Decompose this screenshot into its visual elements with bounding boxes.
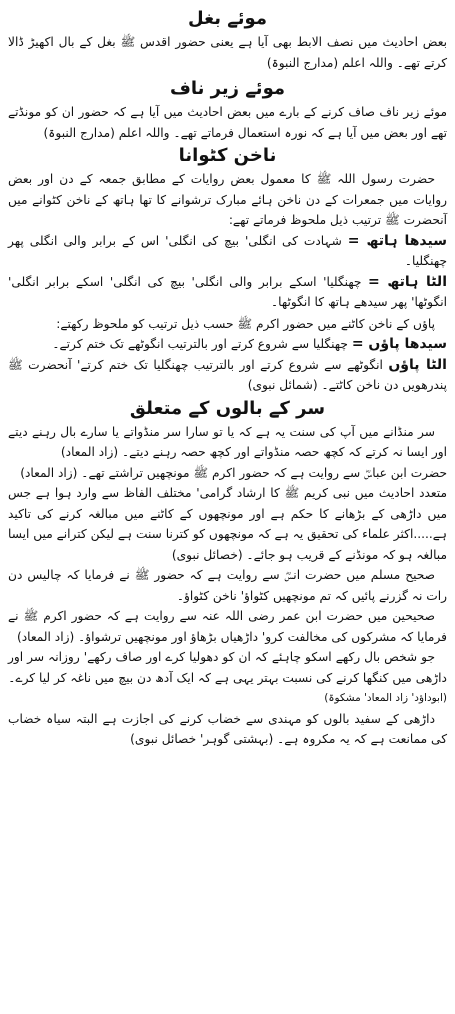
para-pubic-hair: موئے زیر ناف صاف کرنے کے بارے میں بعض احادیث میں آیا ہے کہ حضور ان کو مونڈتے تھے اور بعض میں آیا ہے کہ نورہ استعمال فرماتے تھے۔ واللہ اعلم (مدارج النبوۃ) [8, 105, 447, 140]
para-right-foot [8, 334, 447, 355]
label-left-foot: الٹا پاؤں [388, 356, 447, 373]
heading-armpit-hair: موئے بغل [188, 8, 267, 29]
para-armpit-hair: بعض احادیث میں نصف الابط بھی آیا ہے یعنی حضور اقدس ﷺ بغل کے بال اکھیڑ ڈالا کرتے تھے۔ واللہ اعلم (مدارج النبوۃ) [8, 35, 447, 70]
para-combing: جو شخص بال رکھے اسکو چاہئے کہ ان کو دھولیا کرے اور صاف رکھے' روزانہ سر اور داڑھی میں کنگھا کرنے کی نسبت بہتر یہی ہے کہ ایک آدھ دن بیچ میں ناغہ کر لیا کرے۔ [8, 650, 447, 685]
para-nails-intro: حضرت رسول اللہ ﷺ کا معمول بعض روایات کے مطابق جمعہ کے دن اور بعض روایات میں جمعرات کے دن ناخن ہائے مبارک ترشوانے کا تھا ہاتھ کے ناخن کٹوانے میں آنحضرت ﷺ ترتیب ذیل ملحوظ فرماتے تھے: [8, 172, 447, 227]
text-left-foot: انگوٹھے سے شروع کرتے اور بالترتیب چھنگلیا تک ختم کرتے' آنحضرت ﷺ پندرھویں دن ناخن کاٹتے۔ (شمائل نبوی) [8, 357, 447, 392]
para-forty-days: صحیح مسلم میں حضرت انسؓ سے روایت ہے کہ حضور ﷺ نے فرمایا کہ چالیس دن رات نہ گزرنے پائیں کہ تم مونچھیں کٹواؤ' ناخن کٹواؤ۔ [8, 568, 447, 603]
heading-nail-cutting: ناخن کٹوانا [178, 145, 277, 166]
para-head-shaving: سر منڈانے میں آپ کی سنت یہ ہے کہ یا تو سارا سر منڈواتے یا سارے بال رہنے دیتے اور ایسا نہ کرتے کہ کچھ حصہ منڈواتے اور کچھ حصہ رہنے دیتے۔ (زاد المعاد) [8, 424, 447, 459]
para-left-foot [8, 355, 447, 396]
text-right-foot: چھنگلیا سے شروع کرتے اور بالترتیب انگوٹھے تک ختم کرتے۔ [52, 337, 352, 351]
text-left-hand: چھنگلیا' اسکے برابر والی انگلی' بیچ کی انگلی' اسکے برابر انگلی' انگوٹھا' پھر سیدھے ہاتھ کا انگوٹھا۔ [8, 274, 447, 309]
para-hair-dye: داڑھی کے سفید بالوں کو مہندی سے خضاب کرنے کی اجازت ہے البتہ سیاہ خضاب کی ممانعت ہے کہ یہ مکروہ ہے۔ (بہشتی گوہر' خصائل نبوی) [8, 711, 447, 746]
reference-combing: (ابوداؤد' زاد المعاد' مشکوۃ) [324, 692, 447, 704]
para-moustache-trim: حضرت ابن عباسؓ سے روایت ہے کہ حضور اکرم ﷺ مونچھیں تراشتے تھے۔ (زاد المعاد) [20, 465, 447, 480]
para-right-hand [8, 231, 447, 272]
para-beard-hadith: متعدد احادیث میں نبی کریم ﷺ کا ارشاد گرامی' مختلف الفاظ سے وارد ہوا ہے جس میں داڑھی کے بڑھانے کا حکم ہے اور مونچھوں کے کاٹنے میں مبالغہ کرنے کی تاکید ہے.....اکثر علماء کی تحقیق یہ ہے کہ مونچھوں کو کترنا سنت ہے لیکن کترانے میں ایسا مبالغہ ہو کہ مونڈنے کے قریب ہو جائے۔ (خصائل نبوی) [8, 486, 447, 562]
label-right-foot: سیدھا پاؤں = [351, 336, 447, 352]
text-right-hand: شہادت کی انگلی' بیچ کی انگلی' اس کے برابر والی انگلی پھر چھنگلیا۔ [8, 233, 447, 268]
heading-pubic-hair: موئے زیر ناف [169, 78, 285, 99]
para-feet-intro: پاؤں کے ناخن کاٹنے میں حضور اکرم ﷺ حسب ذیل ترتیب کو ملحوظ رکھتے: [56, 316, 435, 331]
label-left-hand: الٹا ہاتھ = [368, 273, 447, 290]
para-left-hand [8, 272, 447, 313]
label-right-hand: سیدھا ہاتھ = [347, 232, 448, 249]
heading-head-hair: سر کے بالوں کے متعلق [129, 397, 326, 419]
para-sahihain: صحیحین میں حضرت ابن عمر رضی اللہ عنہ سے روایت ہے کہ حضور اکرم ﷺ نے فرمایا کہ مشرکوں کی مخالفت کرو' داڑھیاں بڑھاؤ اور مونچھیں ترشواؤ۔ (زاد المعاد) [8, 609, 447, 644]
